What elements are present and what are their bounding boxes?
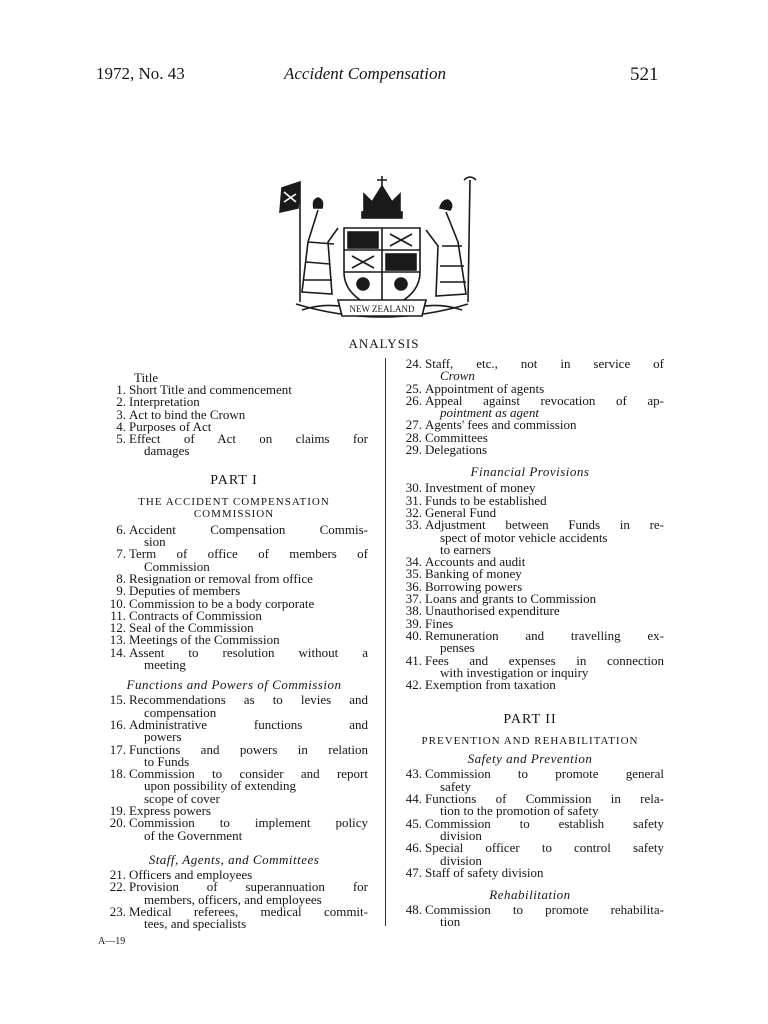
section-title-line: Accident Compensation Commis-: [129, 521, 368, 537]
section-entry: [396, 627, 664, 656]
section-title-continuation: safety: [440, 778, 472, 794]
section-entry: [396, 815, 664, 843]
section-title-line: Administrative functions and: [129, 716, 368, 732]
section-title: [129, 433, 368, 458]
section-title-line: Resignation or removal from office: [129, 570, 313, 586]
section-entry: [100, 768, 368, 805]
section-title: [129, 521, 368, 550]
rehabilitation-heading: Rehabilitation: [489, 887, 571, 903]
section-title-line: Commission to promote rehabilita-: [425, 902, 664, 918]
section-title: [425, 358, 664, 383]
section-number: 6.: [116, 521, 126, 537]
section-entry: [100, 548, 368, 573]
section-entry: [396, 358, 664, 383]
section-title: [425, 793, 664, 818]
section-entry: [396, 842, 664, 867]
section-title-line: Short Title and commencement: [129, 382, 292, 397]
section-title-continuation: Crown: [440, 368, 475, 384]
section-number: 47.: [405, 864, 422, 880]
section-number: 5.: [116, 431, 126, 447]
section-title-continuation: spect of motor vehicle accidents: [440, 529, 608, 545]
section-title-line: Effect of Act on claims for: [129, 431, 368, 447]
section-title-line: Provision of superannuation for: [129, 879, 368, 895]
section-entry: [100, 716, 368, 745]
crest-ribbon-text: NEW ZEALAND: [349, 304, 415, 314]
section-title-line: Medical referees, medical commit-: [129, 903, 368, 919]
analysis-heading: ANALYSIS: [348, 336, 420, 351]
section-number: 21.: [109, 866, 126, 882]
section-number: 20.: [109, 815, 126, 831]
section-entry: [100, 741, 368, 769]
part-ii-heading: PART II: [503, 712, 557, 728]
section-title-line: Committees: [425, 429, 488, 445]
section-number: 18.: [109, 766, 126, 782]
section-entry: [396, 679, 664, 691]
footer-signature-code: A—19: [98, 936, 126, 947]
section-entry: [396, 444, 664, 456]
section-title-continuation: with investigation or inquiry: [440, 664, 589, 680]
section-number: 38.: [405, 603, 422, 619]
running-head-act-number: 1972, No. 43: [96, 64, 185, 83]
entry-group: [396, 904, 664, 929]
section-title-line: Unauthorised expenditure: [425, 603, 560, 619]
section-title-line: Commission to promote general: [425, 766, 664, 782]
section-title-continuation: sion: [144, 534, 166, 550]
section-title: [425, 842, 664, 867]
section-number: 25.: [405, 380, 422, 396]
section-number: 15.: [109, 692, 126, 708]
page-number: 521: [630, 64, 659, 85]
running-head-title: Accident Compensation: [284, 64, 446, 83]
section-title: [425, 768, 664, 793]
section-title-continuation: division: [440, 827, 482, 843]
section-entry: [100, 903, 368, 932]
left-column: [100, 372, 368, 930]
section-title-line: Fines: [425, 615, 454, 631]
section-title-line: Accounts and audit: [425, 554, 526, 570]
section-title-line: Commission to be a body corporate: [129, 595, 315, 611]
section-title-continuation: scope of cover: [144, 790, 220, 806]
section-title: [425, 392, 664, 421]
section-title-line: Deputies of members: [129, 583, 241, 599]
section-title-line: Seal of the Commission: [129, 620, 254, 636]
entry-group: [396, 358, 664, 456]
section-title-line: Functions of Commission in rela-: [425, 791, 664, 807]
section-title-line: Adjustment between Funds in re-: [425, 517, 664, 533]
section-title-line: Express powers: [129, 803, 211, 819]
entry-group: [100, 866, 368, 932]
section-title: [129, 716, 368, 745]
section-title-continuation: Commission: [144, 558, 210, 574]
section-number: 10.: [109, 595, 126, 611]
section-title-line: Staff of safety division: [425, 864, 544, 880]
section-number: 43.: [405, 766, 422, 782]
section-title: [129, 768, 368, 805]
section-title: [425, 679, 664, 691]
right-column: [396, 358, 664, 929]
section-number: 16.: [109, 716, 126, 732]
section-number: 37.: [405, 591, 422, 607]
section-title-line: Meetings of the Commission: [129, 632, 280, 648]
entry-group: [100, 521, 368, 673]
section-entry: [396, 519, 664, 556]
section-number: 24.: [405, 356, 422, 371]
section-number: 3.: [116, 406, 126, 422]
section-title-continuation: of the Government: [144, 827, 243, 843]
section-entry: [396, 864, 664, 880]
title-label: Title: [134, 370, 159, 385]
section-number: 39.: [405, 615, 422, 631]
section-title: [129, 903, 368, 932]
section-title-continuation: tion to the promotion of safety: [440, 803, 599, 819]
part-ii-subheading: PREVENTION AND REHABILITATION: [421, 735, 639, 748]
section-entry: [396, 652, 664, 680]
entry-group: [396, 482, 664, 691]
section-number: 45.: [405, 815, 422, 831]
section-title: [129, 694, 368, 719]
section-entry: [100, 644, 368, 673]
section-title-line: Agents' fees and commission: [425, 417, 577, 433]
section-number: 1.: [116, 382, 126, 397]
section-number: 29.: [405, 442, 422, 458]
section-title-line: Commission to establish safety: [425, 815, 664, 831]
section-title: [425, 815, 664, 843]
section-title: [129, 881, 368, 906]
section-number: 28.: [405, 429, 422, 445]
section-title-line: Term of office of members of: [129, 546, 368, 562]
section-number: 4.: [116, 418, 126, 434]
section-title: [425, 627, 664, 656]
section-title-line: Investment of money: [425, 480, 536, 496]
section-entry: [100, 881, 368, 906]
section-number: 31.: [405, 492, 422, 508]
section-title-line: Appeal against revocation of ap-: [425, 392, 664, 408]
section-entry: [100, 433, 368, 458]
section-title-line: Commission to consider and report: [129, 766, 368, 782]
section-title: [129, 548, 368, 573]
section-number: 32.: [405, 504, 422, 520]
section-title: [425, 864, 664, 880]
section-title-continuation: tion: [440, 914, 461, 930]
section-title-line: Funds to be established: [425, 492, 547, 508]
section-number: 30.: [405, 480, 422, 496]
section-number: 35.: [405, 566, 422, 582]
section-title-line: Staff, etc., not in service of: [425, 356, 664, 371]
section-title-line: Remuneration and travelling ex-: [425, 627, 664, 643]
section-number: 13.: [109, 632, 126, 648]
section-title-continuation: upon possibility of extending: [144, 778, 297, 794]
section-title-continuation: meeting: [144, 657, 186, 673]
section-title-continuation: division: [440, 852, 482, 868]
section-title: [425, 652, 664, 680]
entry-group: [100, 694, 368, 842]
section-number: 9.: [116, 583, 126, 599]
section-title-line: Fees and expenses in connection: [425, 652, 664, 668]
section-title-line: Officers and employees: [129, 866, 253, 882]
section-title: [129, 741, 368, 769]
section-title: [425, 444, 664, 456]
section-number: 44.: [405, 791, 422, 807]
section-title-continuation: powers: [144, 729, 182, 745]
section-title-line: Functions and powers in relation: [129, 741, 368, 757]
section-title-continuation: damages: [144, 443, 190, 459]
section-number: 11.: [110, 607, 126, 623]
section-title-line: Banking of money: [425, 566, 522, 582]
section-title: [129, 817, 368, 842]
section-title-line: Interpretation: [129, 394, 200, 410]
section-title-line: Loans and grants to Commission: [425, 591, 597, 607]
section-number: 14.: [109, 644, 126, 660]
part-i-subheading-2: COMMISSION: [193, 507, 275, 520]
section-number: 22.: [109, 879, 126, 895]
section-title-line: Purposes of Act: [129, 418, 212, 434]
section-title-continuation: to Funds: [144, 753, 190, 769]
staff-heading: Staff, Agents, and Committees: [148, 851, 320, 867]
section-number: 34.: [405, 554, 422, 570]
section-number: 2.: [116, 394, 126, 410]
section-title-line: General Fund: [425, 504, 497, 520]
safety-heading: Safety and Prevention: [467, 751, 593, 767]
section-number: 42.: [405, 677, 422, 693]
column-divider: [385, 358, 386, 926]
section-title-continuation: tees, and specialists: [144, 916, 247, 932]
section-number: 33.: [405, 517, 422, 533]
section-title-line: Appointment of agents: [425, 380, 545, 396]
section-number: 17.: [109, 741, 126, 757]
section-entry: [396, 793, 664, 818]
section-entry: [100, 817, 368, 842]
section-number: 46.: [405, 840, 422, 856]
section-title-line: Assent to resolution without a: [129, 644, 368, 660]
section-title-line: Contracts of Commission: [129, 607, 262, 623]
section-title-line: Exemption from taxation: [425, 677, 556, 693]
financial-heading: Financial Provisions: [470, 464, 590, 480]
functions-heading: Functions and Powers of Commission: [126, 677, 342, 693]
part-i-subheading: THE ACCIDENT COMPENSATION: [138, 495, 330, 508]
section-number: 7.: [116, 546, 126, 562]
section-entry: [100, 521, 368, 550]
section-title-continuation: to earners: [440, 541, 491, 557]
section-title-line: Borrowing powers: [425, 578, 523, 594]
section-title: [425, 519, 664, 556]
section-title-line: Delegations: [425, 442, 488, 458]
section-number: 19.: [109, 803, 126, 819]
section-number: 41.: [405, 652, 422, 668]
section-entry: [100, 694, 368, 719]
section-title-continuation: members, officers, and employees: [144, 891, 322, 907]
part-i-heading: PART I: [210, 472, 258, 488]
section-entry: [396, 392, 664, 421]
section-number: 36.: [405, 578, 422, 594]
section-title: [129, 644, 368, 673]
section-title-continuation: pointment as agent: [440, 405, 539, 421]
section-title-line: Special officer to control safety: [425, 840, 664, 856]
coat-of-arms-icon: [272, 172, 492, 328]
section-title-line: Act to bind the Crown: [129, 406, 246, 422]
entry-group: [396, 768, 664, 879]
section-number: 27.: [405, 417, 422, 433]
section-number: 40.: [405, 627, 422, 643]
section-title-line: Commission to implement policy: [129, 815, 368, 831]
section-number: 23.: [109, 903, 126, 919]
section-number: 8.: [116, 570, 126, 586]
section-title-line: Recommendations as to levies and: [129, 692, 368, 708]
section-title-continuation: compensation: [144, 704, 217, 720]
entry-group: [100, 384, 368, 458]
section-number: 12.: [109, 620, 126, 636]
section-number: 26.: [405, 392, 422, 408]
section-title-continuation: penses: [440, 640, 475, 656]
section-number: 48.: [405, 902, 422, 918]
section-title: [425, 904, 664, 929]
section-title: [425, 605, 664, 617]
section-entry: [396, 768, 664, 793]
section-entry: [396, 904, 664, 929]
